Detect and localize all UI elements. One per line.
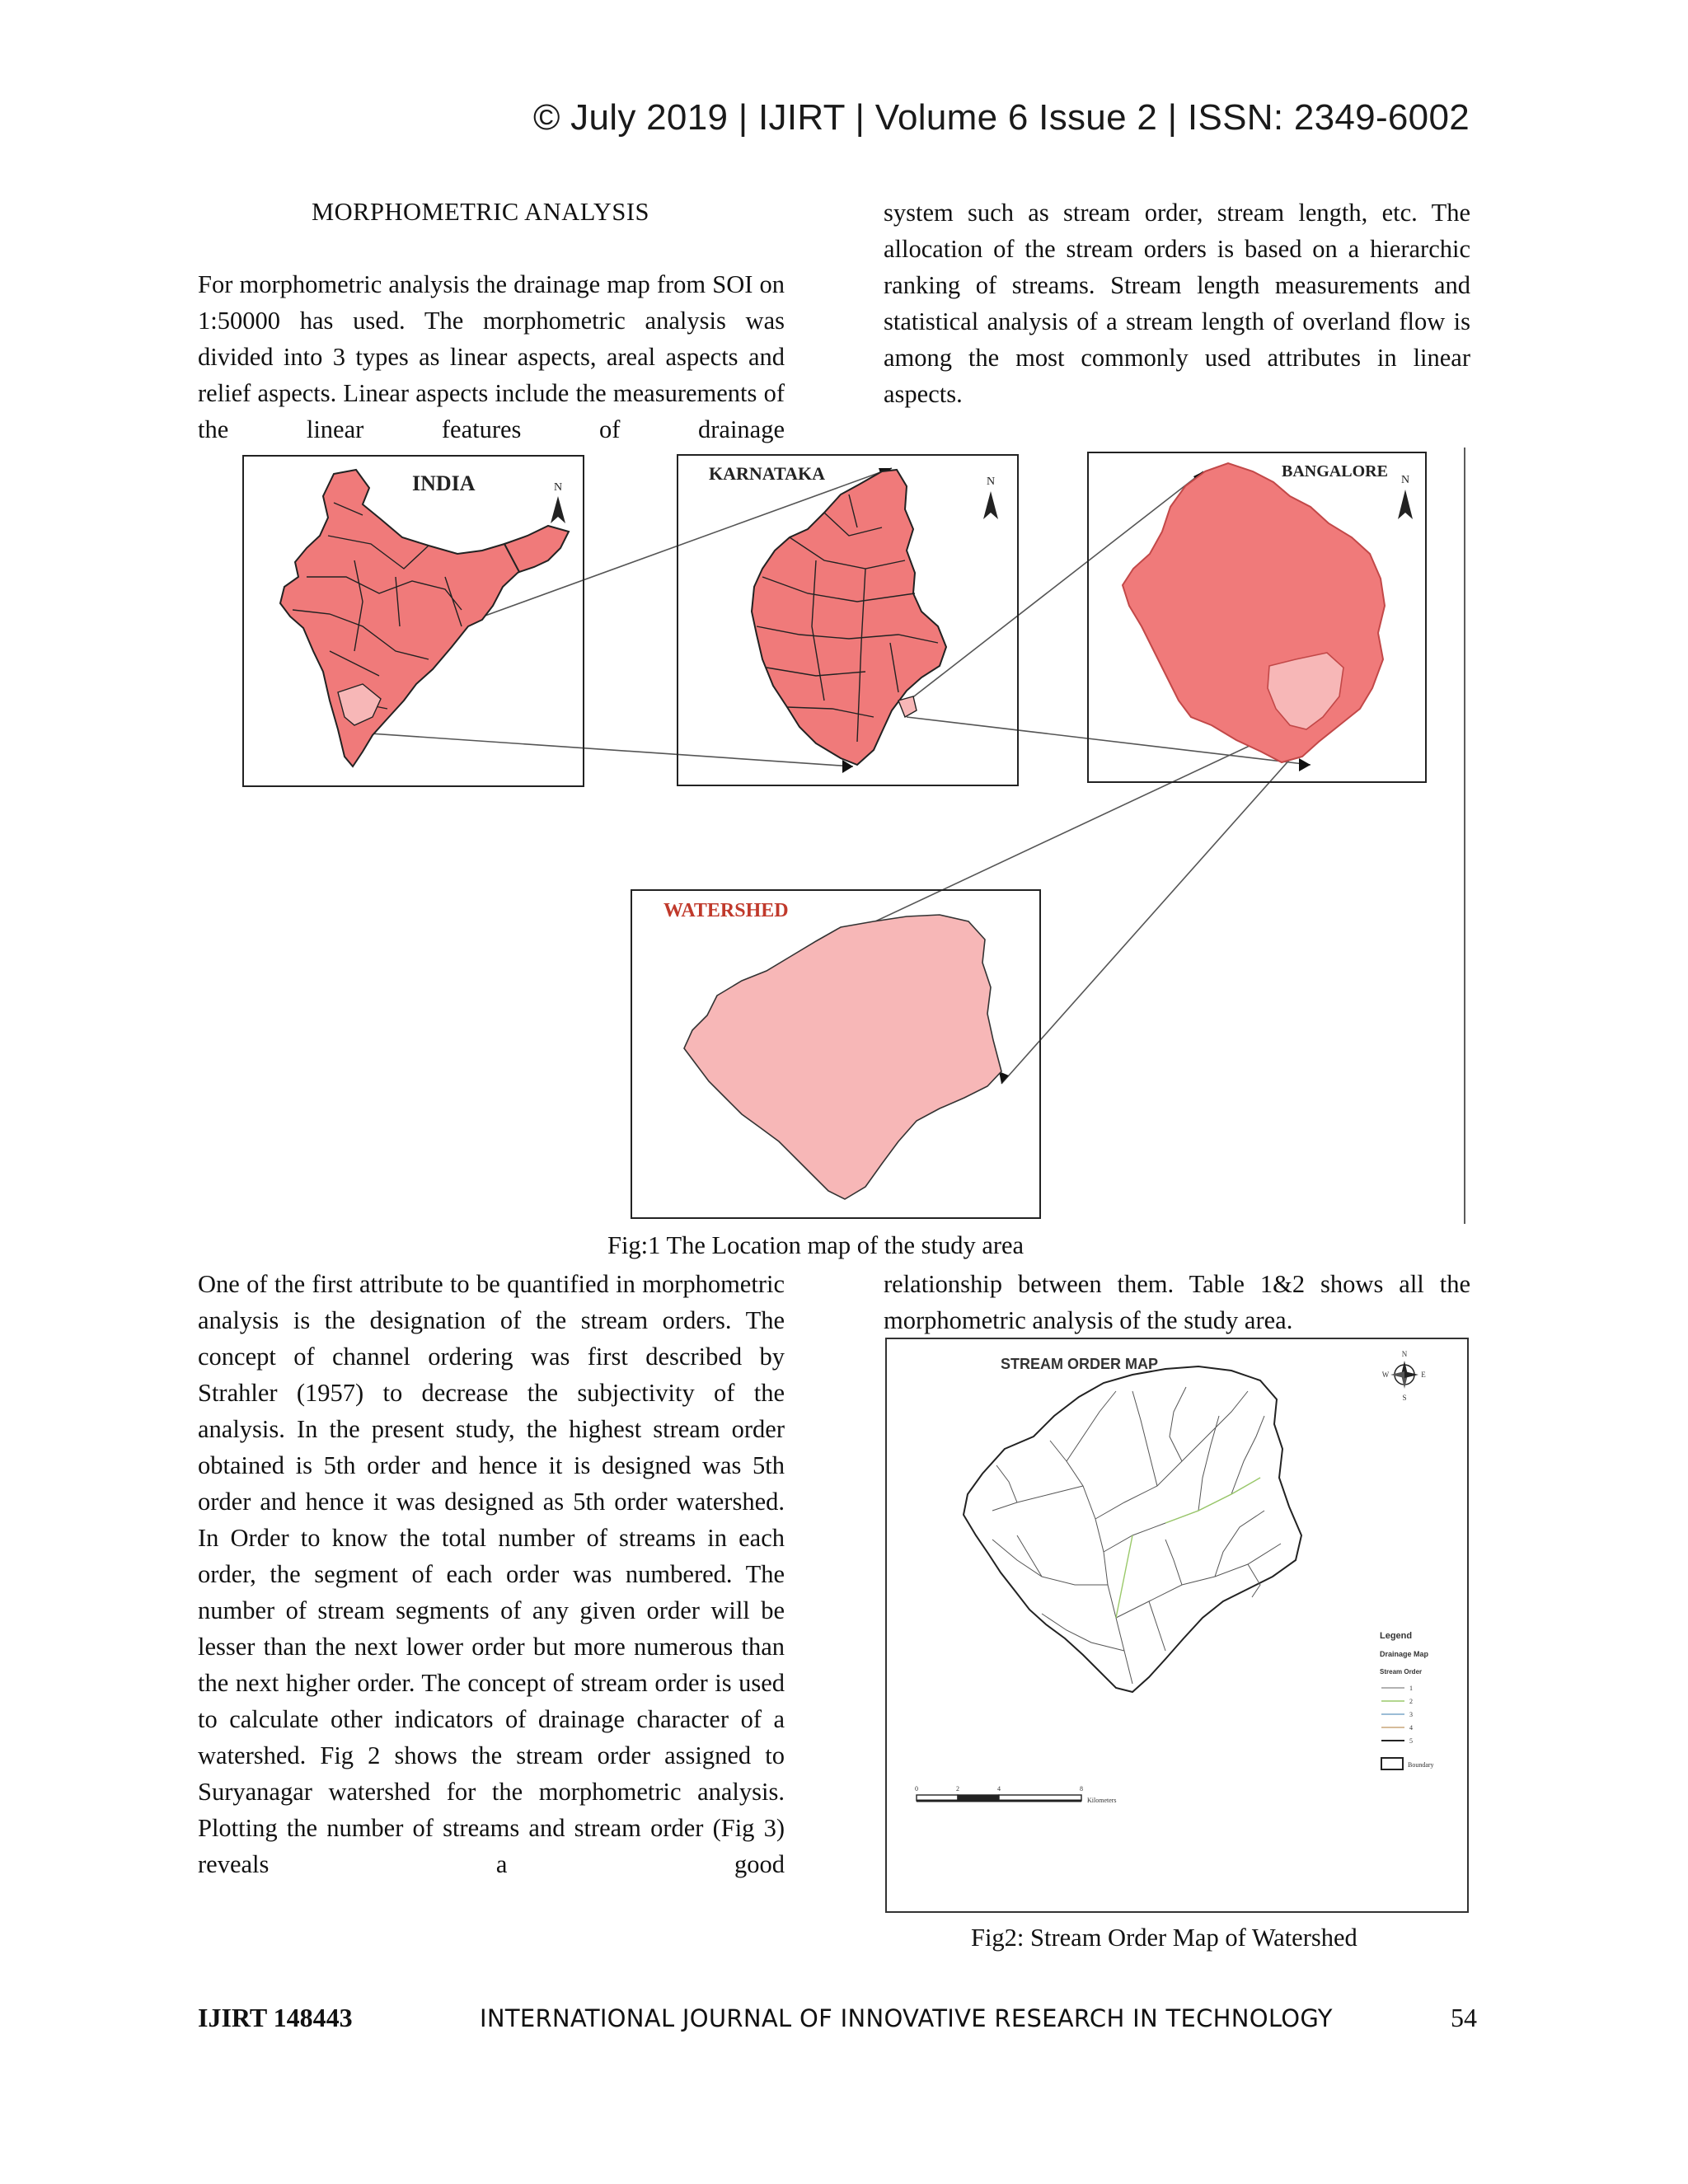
legend-order-3: 3 — [1409, 1711, 1413, 1718]
bangalore-north-label: N — [1400, 474, 1410, 486]
figure2-caption: Fig2: Stream Order Map of Watershed — [971, 1924, 1357, 1952]
compass-e: E — [1421, 1371, 1426, 1379]
india-label: INDIA — [412, 471, 476, 495]
north-arrow-icon — [1398, 490, 1413, 519]
bangalore-map-shape — [1123, 463, 1385, 762]
compass-w: W — [1381, 1371, 1390, 1379]
stream-order-map-figure — [885, 1338, 1470, 1915]
page-header: © July 2019 | IJIRT | Volume 6 Issue 2 | ISSN: 2349-6002 — [532, 97, 1470, 138]
legend-order-5: 5 — [1409, 1737, 1413, 1745]
legend-title: Legend — [1380, 1631, 1413, 1641]
footer-page-number: 54 — [1451, 2003, 1477, 2032]
scale-tick-3: 8 — [1080, 1785, 1083, 1793]
scale-tick-0: 0 — [915, 1785, 918, 1793]
scale-bar — [917, 1795, 1081, 1801]
figure1-caption: Fig:1 The Location map of the study area — [607, 1231, 1025, 1259]
scale-unit: Kilometers — [1087, 1797, 1117, 1804]
legend-order-2: 2 — [1409, 1698, 1413, 1705]
india-north-label: N — [553, 481, 563, 494]
paragraph-morphometric-left: For morphometric analysis the drainage map from SOI on 1:50000 has used. The morphometric analysis was divided into 3 types as linear aspects, areal aspects and relief aspects. Linear aspects include the measurements of the linear features of drainage — [198, 270, 785, 443]
section-heading: MORPHOMETRIC ANALYSIS — [312, 198, 649, 226]
compass-n: N — [1401, 1350, 1408, 1358]
footer-paper-id: IJIRT 148443 — [198, 2003, 353, 2032]
footer-journal-name: INTERNATIONAL JOURNAL OF INNOVATIVE RESEARCH IN TECHNOLOGY — [480, 2004, 1333, 2032]
legend-group: Stream Order — [1380, 1668, 1423, 1675]
india-map-shape — [280, 470, 546, 766]
north-arrow-icon — [551, 496, 565, 523]
bangalore-label: BANGALORE — [1282, 462, 1388, 480]
karnataka-north-label: N — [986, 476, 996, 488]
compass-s: S — [1402, 1394, 1407, 1402]
paragraph-stream-order-left: One of the first attribute to be quantified in morphometric analysis is the designation of the stream orders. The concept of channel ordering was first described by Strahler (1957) to decrease the subjectivity of the analysis. In the present study, the highest stream order obtained is 5th order and hence it is designed was 5th order and hence it was designed as 5th order watershed. In Order to know the total number of streams in each order, the segment of each order was numbered. The number of stream segments of any given order will be lesser than the next lower order but more numerous than the next higher order. The concept of stream order is used to calculate other indicators of drainage character of a watershed. Fig 2 shows the stream order assigned to Suryanagar watershed for the morphometric analysis. Plotting the number of streams and stream order (Fig 3) reveals a good — [198, 1270, 785, 1878]
scale-tick-1: 2 — [956, 1785, 959, 1793]
legend-boundary: Boundary — [1408, 1761, 1434, 1769]
watershed-label: WATERSHED — [663, 900, 789, 921]
north-arrow-icon — [983, 491, 998, 519]
legend-order-4: 4 — [1409, 1724, 1413, 1732]
legend-order-1: 1 — [1409, 1685, 1413, 1692]
karnataka-label: KARNATAKA — [709, 463, 825, 484]
paragraph-morphometric-right: system such as stream order, stream length, etc. The allocation of the stream orders is based on a hierarchic ranking of streams. Stream length measurements and statistical analysis of a stream length of overland flow is among the most commonly used attributes in linear aspects. — [884, 199, 1470, 408]
paragraph-stream-order-right: relationship between them. Table 1&2 shows all the morphometric analysis of the study area. — [884, 1270, 1470, 1334]
bangalore-highlight-karnataka — [898, 696, 917, 717]
watershed-map-shape — [684, 915, 1001, 1199]
scale-tick-2: 4 — [997, 1785, 1001, 1793]
stream-order-map-title: STREAM ORDER MAP — [1001, 1356, 1159, 1372]
karnataka-map-shape — [752, 470, 946, 765]
legend-subtitle: Drainage Map — [1380, 1650, 1429, 1658]
